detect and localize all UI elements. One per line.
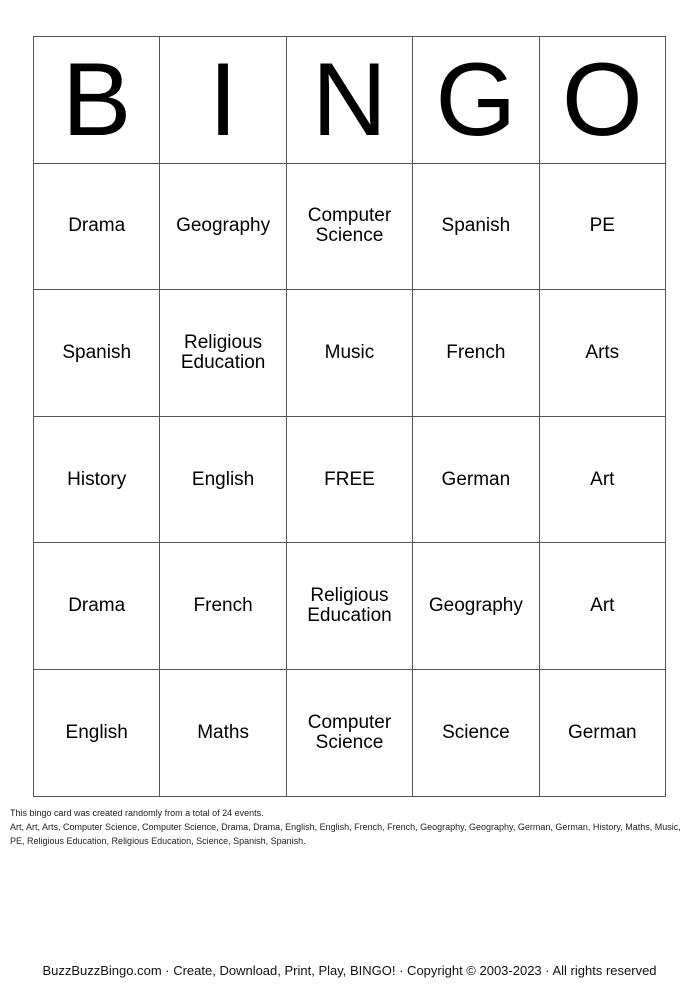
bingo-cell: German — [413, 416, 539, 543]
bingo-cell: History — [34, 416, 160, 543]
bingo-cell: Spanish — [413, 163, 539, 290]
header-letter-b: B — [34, 37, 160, 164]
bingo-cell: Drama — [34, 163, 160, 290]
bingo-cell: French — [160, 543, 286, 670]
bingo-cell: English — [160, 416, 286, 543]
card-info-summary: This bingo card was created randomly from a total of 24 events. — [10, 808, 264, 818]
bingo-cell: Arts — [539, 290, 665, 417]
card-info — [10, 806, 695, 848]
bingo-row — [34, 416, 666, 543]
bingo-cell: German — [539, 669, 665, 796]
bingo-row — [34, 163, 666, 290]
bingo-cell: Art — [539, 543, 665, 670]
bingo-cell: English — [34, 669, 160, 796]
bingo-cell: Religious Education — [160, 290, 286, 417]
header-letter-o: O — [539, 37, 665, 164]
bingo-row — [34, 543, 666, 670]
bingo-cell: Science — [413, 669, 539, 796]
bingo-row — [34, 290, 666, 417]
header-letter-i: I — [160, 37, 286, 164]
page-footer: BuzzBuzzBingo.com · Create, Download, Print, Play, BINGO! · Copyright © 2003-2023 · All rights reserved — [42, 963, 657, 978]
bingo-cell: Drama — [34, 543, 160, 670]
bingo-cell: Maths — [160, 669, 286, 796]
bingo-cell: Computer Science — [286, 163, 412, 290]
free-space-cell: FREE — [286, 416, 412, 543]
bingo-cell: Geography — [160, 163, 286, 290]
bingo-cell: PE — [539, 163, 665, 290]
header-letter-g: G — [413, 37, 539, 164]
bingo-row — [34, 669, 666, 796]
bingo-cell: Spanish — [34, 290, 160, 417]
bingo-cell: Geography — [413, 543, 539, 670]
bingo-cell: Computer Science — [286, 669, 412, 796]
bingo-card — [33, 36, 666, 797]
bingo-cell: Music — [286, 290, 412, 417]
card-info-event-list: Art, Art, Arts, Computer Science, Computer Science, Drama, Drama, English, English, French, French, Geography, Geography, German, German, History, Maths, Music, PE, Religious Education, Religious Education, Science, Spanish, Spanish. — [10, 822, 681, 846]
bingo-cell: Religious Education — [286, 543, 412, 670]
header-letter-n: N — [286, 37, 412, 164]
bingo-cell: French — [413, 290, 539, 417]
bingo-cell: Art — [539, 416, 665, 543]
bingo-header-row — [34, 37, 666, 164]
